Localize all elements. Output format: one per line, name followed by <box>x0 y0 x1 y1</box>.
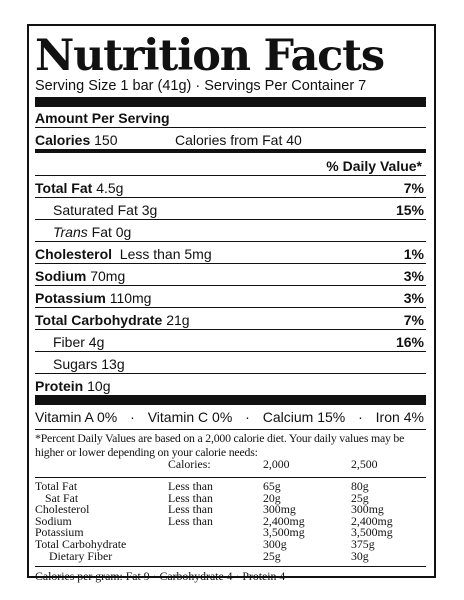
separator-dot: · <box>245 409 250 425</box>
serving-info: Serving Size 1 bar (41g) · Servings Per Container 7 <box>35 78 367 94</box>
daily-value-header-row <box>35 153 426 175</box>
thick-divider <box>35 97 426 107</box>
nutrient-amount: Fat 0g <box>91 224 132 240</box>
table-row: Potassium 3,500mg 3,500mg <box>35 525 393 540</box>
nutrient-row-cholesterol <box>35 241 426 263</box>
thin-divider <box>35 477 426 478</box>
nutrient-name: Trans <box>53 224 88 240</box>
nutrient-amount: 110mg <box>109 290 152 306</box>
nutrient-amount: 10g <box>87 378 111 394</box>
nutrient-row-total-carbohydrate <box>35 307 426 329</box>
table-row: Cholesterol Less than 300mg 300mg <box>35 502 384 517</box>
table-row: Total Carbohydrate 300g 375g <box>35 536 375 551</box>
calories-per-gram: Calories per gram: Fat 9 · Carbohydrate 4 · Protein 4 <box>35 569 286 584</box>
nutrient-amount: 70mg <box>90 268 126 284</box>
nutrient-percent: 15% <box>395 202 424 218</box>
daily-value-header: % Daily Value* <box>326 158 422 174</box>
separator-dot: · <box>130 409 135 425</box>
nutrient-amount: 4.5g <box>96 180 124 196</box>
nutrient-name: Potassium <box>35 290 106 306</box>
nutrient-percent: 16% <box>395 334 424 350</box>
amount-per-serving-row <box>35 107 426 127</box>
thick-divider <box>35 395 426 405</box>
calories-row <box>35 127 426 149</box>
nutrient-name: Sugars <box>53 356 98 372</box>
nutrient-name: Protein <box>35 378 84 394</box>
vitamin-a: Vitamin A 0% <box>35 409 118 425</box>
calories-header-label: Calories: <box>168 457 211 471</box>
nutrient-amount: Less than 5mg <box>119 246 212 262</box>
nutrient-row-total-fat <box>35 175 426 197</box>
vitamin-c: Vitamin C 0% <box>147 409 233 425</box>
calories-2000-header: 2,000 <box>263 457 290 471</box>
daily-value-footnote: *Percent Daily Values are based on a 2,000 calorie diet. Your daily values may be higher or lower depending on your calorie needs: <box>35 431 405 459</box>
calcium: Calcium 15% <box>262 409 346 425</box>
table-header-row <box>35 459 426 475</box>
nutrient-percent: 3% <box>403 268 424 284</box>
nutrient-row-sodium <box>35 263 426 285</box>
nutrient-row-trans-fat <box>35 219 426 241</box>
nutrition-label <box>27 24 436 584</box>
nutrient-name: Cholesterol <box>35 246 113 262</box>
nutrient-row-sugars <box>35 351 426 373</box>
nutrient-percent: 7% <box>403 312 424 328</box>
table-row: Sodium Less than 2,400mg 2,400mg <box>35 513 393 528</box>
nutrient-amount: 3g <box>141 202 158 218</box>
nutrient-row-saturated-fat <box>35 197 426 219</box>
label-content <box>35 31 426 584</box>
nutrient-percent: 3% <box>403 290 424 306</box>
table-row: Dietary Fiber 25g 30g <box>49 548 369 563</box>
nutrient-row-protein <box>35 373 426 395</box>
nutrient-row-fiber <box>35 329 426 351</box>
nutrient-name: Saturated Fat <box>53 202 138 218</box>
vitamins-row <box>35 405 426 429</box>
nutrient-row-potassium <box>35 285 426 307</box>
nutrient-name: Total Fat <box>35 180 93 196</box>
daily-values-table <box>35 459 426 562</box>
nutrient-name: Fiber <box>53 334 85 350</box>
calories-value: 150 <box>94 132 118 148</box>
label-title: Nutrition Facts <box>35 31 384 81</box>
nutrient-name: Sodium <box>35 268 87 284</box>
nutrient-name: Total Carbohydrate <box>35 312 163 328</box>
separator-dot: · <box>358 409 363 425</box>
nutrient-percent: 7% <box>403 180 424 196</box>
iron: Iron 4% <box>375 409 424 425</box>
calories-from-fat: Calories from Fat 40 <box>175 132 302 148</box>
amount-per-serving: Amount Per Serving <box>35 110 170 126</box>
nutrient-amount: 13g <box>101 356 125 372</box>
calories-2500-header: 2,500 <box>351 457 378 471</box>
calories-label: Calories <box>35 132 91 148</box>
table-row: Total Fat Less than 65g 80g <box>35 479 369 493</box>
nutrient-amount: 21g <box>166 312 190 328</box>
nutrient-amount: 4g <box>88 334 105 350</box>
table-row: Sat Fat Less than 20g 25g <box>45 490 369 505</box>
nutrient-percent: 1% <box>403 246 424 262</box>
